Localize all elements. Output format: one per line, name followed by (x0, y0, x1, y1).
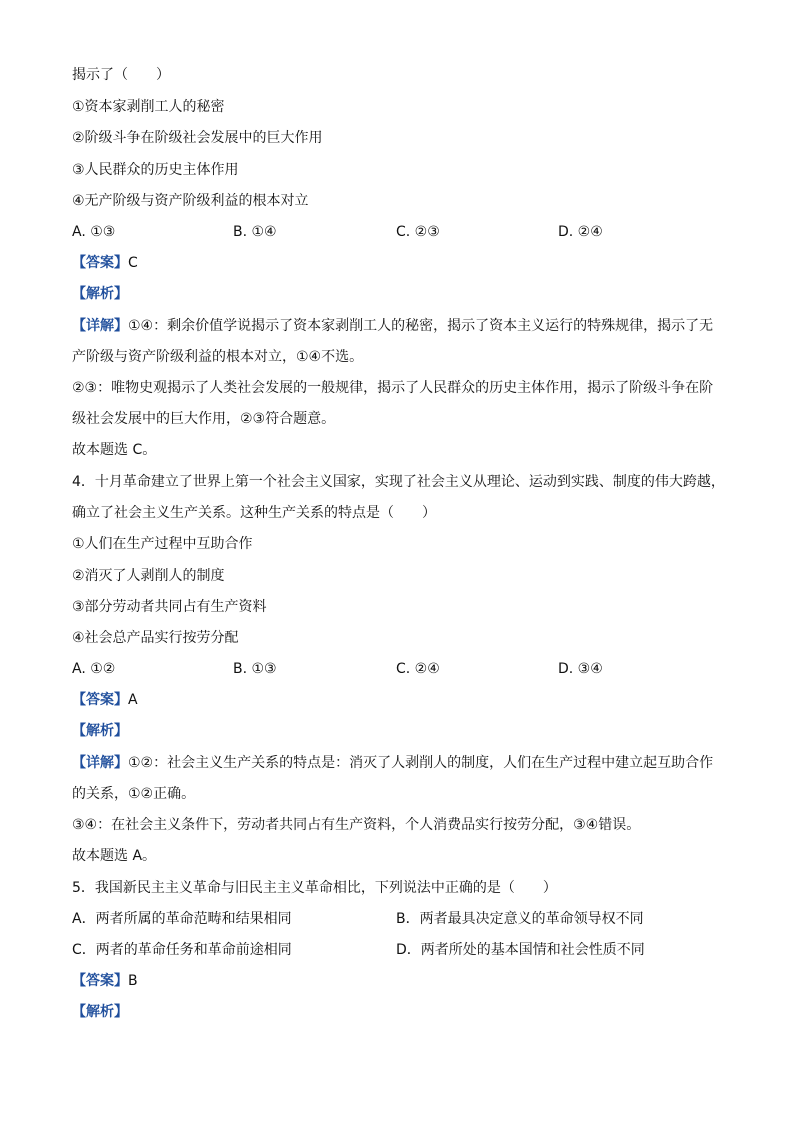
q3-item-3: ③人民群众的历史主体作用 (72, 162, 239, 178)
q3-stem-tail: 揭示了（ ） (72, 67, 170, 83)
answer-value: C (128, 255, 138, 271)
q4-analysis-tag: 【解析】 (72, 723, 128, 739)
q4-item-4: ④社会总产品实行按劳分配 (72, 630, 239, 646)
q4-detail-1 (72, 753, 713, 773)
q3-conclusion: 故本题选 C。 (72, 442, 157, 458)
q3-option-c: C. ②③ (396, 224, 440, 240)
q4-item-1: ①人们在生产过程中互助合作 (72, 536, 253, 552)
q4-stem-1: 4．十月革命建立了世界上第一个社会主义国家，实现了社会主义从理论、运动到实践、制度的伟大跨越， (72, 474, 725, 490)
answer-tag: 【答案】 (72, 692, 128, 708)
answer-tag: 【答案】 (72, 255, 128, 271)
q4-stem-2: 确立了社会主义生产关系。这种生产关系的特点是（ ） (72, 505, 436, 521)
q5-option-c: C．两者的革命任务和革命前途相同 (72, 942, 292, 958)
q5-option-a: A．两者所属的革命范畴和结果相同 (72, 911, 292, 927)
detail-tag: 【详解】 (72, 755, 128, 771)
q5-stem: 5．我国新民主主义革命与旧民主主义革命相比，下列说法中正确的是（ ） (72, 880, 557, 896)
q4-option-a: A. ①② (72, 661, 116, 677)
q4-conclusion: 故本题选 A。 (72, 848, 157, 864)
q4-detail-2: 的关系，①②正确。 (72, 786, 196, 802)
answer-value: A (128, 692, 138, 708)
q3-item-1: ①资本家剥削工人的秘密 (72, 99, 225, 115)
q4-option-c: C. ②④ (396, 661, 440, 677)
q3-option-b: B. ①④ (233, 224, 277, 240)
detail-text: ①④：剩余价值学说揭示了资本家剥削工人的秘密，揭示了资本主义运行的特殊规律，揭示了无 (128, 318, 714, 334)
q4-answer (72, 690, 138, 710)
q5-answer (72, 971, 138, 991)
q4-item-3: ③部分劳动者共同占有生产资料 (72, 599, 267, 615)
q4-item-2: ②消灭了人剥削人的制度 (72, 568, 225, 584)
q5-analysis-tag: 【解析】 (72, 1004, 128, 1020)
q3-detail-3: ②③：唯物史观揭示了人类社会发展的一般规律，揭示了人民群众的历史主体作用，揭示了阶级斗争在阶 (72, 380, 714, 396)
q3-item-4: ④无产阶级与资产阶级利益的根本对立 (72, 193, 309, 209)
q3-analysis-tag: 【解析】 (72, 286, 128, 302)
q3-option-a: A. ①③ (72, 224, 116, 240)
q4-option-b: B. ①③ (233, 661, 277, 677)
answer-value: B (128, 973, 138, 989)
detail-tag: 【详解】 (72, 318, 128, 334)
answer-tag: 【答案】 (72, 973, 128, 989)
q3-item-2: ②阶级斗争在阶级社会发展中的巨大作用 (72, 130, 323, 146)
q4-detail-3: ③④：在社会主义条件下，劳动者共同占有生产资料，个人消费品实行按劳分配，③④错误。 (72, 817, 641, 833)
q3-option-d: D. ②④ (558, 224, 603, 240)
q4-option-d: D. ③④ (558, 661, 603, 677)
q5-option-d: D．两者所处的基本国情和社会性质不同 (396, 942, 645, 958)
detail-text: ①②：社会主义生产关系的特点是：消灭了人剥削人的制度，人们在生产过程中建立起互助合作 (128, 755, 714, 771)
q5-option-b: B．两者最具决定意义的革命领导权不同 (396, 911, 644, 927)
q3-detail-2: 产阶级与资产阶级利益的根本对立，①④不选。 (72, 349, 364, 365)
q3-detail-4: 级社会发展中的巨大作用，②③符合题意。 (72, 411, 336, 427)
q3-detail-1 (72, 316, 713, 336)
q3-answer (72, 253, 138, 273)
